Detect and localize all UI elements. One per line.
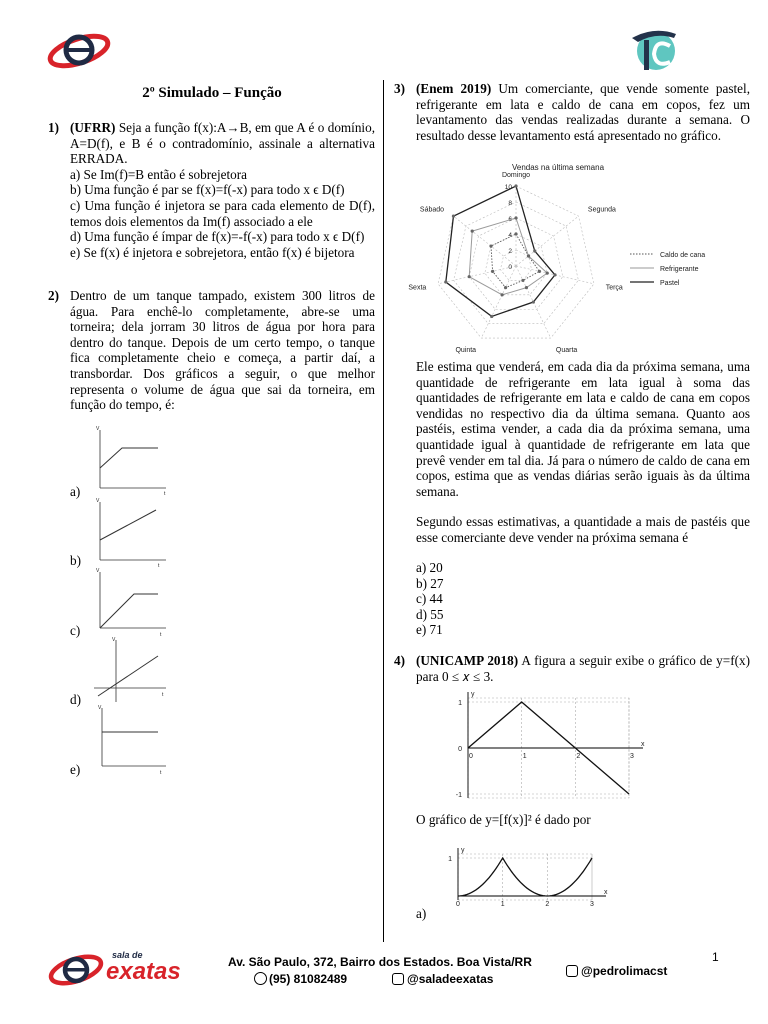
footer-brand-small: sala de bbox=[112, 950, 143, 960]
q2-graph-b bbox=[90, 496, 170, 568]
data-point bbox=[532, 300, 535, 303]
question-3-explanation: Ele estima que venderá, em cada dia da próxima semana, uma quantidade de refrigerante em lata igual à soma das quantidades de refrigerante em lata e caldo de cana em copos vendidas no respectivo dia da última semana. Quanto aos pastéis, estima vender, a cada dia da próxima semana, uma quantidade igual à quantidade de refrigerante em lata que prevê vender em tal dia. Já para o número de caldo de cana em copos, estima que as vendas diárias serão iguais às da última semana. bbox=[416, 359, 750, 499]
q3-option-d: d) 55 bbox=[416, 606, 444, 622]
radar-chart bbox=[398, 158, 718, 358]
graph-line bbox=[98, 656, 158, 696]
x-tick-label: 3 bbox=[630, 753, 634, 760]
q1-option-e: e) Se f(x) é injetora e sobrejetora, então f(x) é bijetora bbox=[70, 244, 355, 260]
q2-graph-d bbox=[90, 636, 170, 706]
tick-label: 2 bbox=[508, 248, 512, 255]
question-3-source: (Enem 2019) bbox=[416, 81, 492, 96]
q2-graph-e bbox=[90, 704, 170, 776]
category-label: Quinta bbox=[455, 346, 477, 354]
q3-option-e: e) 71 bbox=[416, 622, 443, 638]
category-label: Sexta bbox=[408, 284, 427, 292]
graph-line bbox=[100, 448, 158, 468]
footer-instagram-2 bbox=[566, 964, 667, 978]
q1-option-a: a) Se Im(f)=B então é sobrejetora bbox=[70, 166, 247, 182]
series-pastel bbox=[446, 186, 555, 316]
x-tick-label: 3 bbox=[590, 901, 594, 908]
data-point bbox=[546, 272, 549, 275]
question-1-number: 1) bbox=[48, 120, 59, 135]
t-axis-label: t bbox=[158, 563, 160, 568]
y-tick-label: -1 bbox=[455, 792, 462, 799]
data-point bbox=[514, 216, 517, 219]
question-3-question: Segundo essas estimativas, a quantidade a mais de pastéis que esse comerciante deve vender na próxima semana é bbox=[416, 514, 750, 545]
data-point bbox=[490, 315, 493, 318]
question-4-text: A figura a seguir exibe o gráfico de y=f(x) para 0 ≤ 𝑥 ≤ 3. bbox=[416, 653, 750, 684]
grid-ring bbox=[469, 218, 563, 309]
graph-line bbox=[100, 594, 158, 628]
data-point bbox=[525, 286, 528, 289]
v-axis-label: V bbox=[96, 498, 100, 504]
q1-option-b: b) Uma função é par se f(x)=f(-x) para todo x ϵ D(f) bbox=[70, 182, 345, 198]
x-axis-label: x bbox=[641, 741, 645, 748]
grid-spoke bbox=[516, 216, 579, 266]
q3-option-c: c) 44 bbox=[416, 591, 443, 607]
x-tick-label: 0 bbox=[456, 901, 460, 908]
t-axis-label: t bbox=[160, 770, 162, 776]
v-axis-label: V bbox=[96, 568, 100, 574]
y-tick-label: 1 bbox=[448, 856, 452, 863]
q2-option-a-label: a) bbox=[70, 484, 81, 499]
data-point bbox=[514, 232, 517, 235]
y-tick-label: 1 bbox=[458, 700, 462, 707]
data-point bbox=[471, 229, 474, 232]
question-4-number: 4) bbox=[394, 653, 405, 668]
data-point bbox=[553, 273, 556, 276]
q1-option-d: d) Uma função é ímpar de f(x)=-f(-x) para todo x ϵ D(f) bbox=[70, 229, 365, 245]
fx-squared-graph bbox=[444, 838, 614, 910]
data-point bbox=[527, 254, 530, 257]
category-label: Quarta bbox=[555, 346, 578, 354]
series-refrigerante bbox=[469, 218, 547, 295]
page-title: 2º Simulado – Função bbox=[142, 85, 282, 101]
question-3-options bbox=[416, 560, 443, 638]
footer-brand-big: exatas bbox=[106, 958, 181, 985]
q1-option-c: c) Uma função é injetora se para cada elemento de D(f), temos dois elementos da Im(f) associado a ele bbox=[70, 197, 375, 229]
q3-option-b: b) 27 bbox=[416, 575, 444, 591]
x-tick-label: 1 bbox=[500, 901, 505, 908]
data-point bbox=[468, 275, 471, 278]
category-label: Terça bbox=[605, 284, 623, 292]
category-label: Sábado bbox=[419, 206, 445, 214]
data-point bbox=[538, 270, 541, 273]
v-axis-label: V bbox=[98, 705, 102, 711]
tick-label: 0 bbox=[508, 264, 512, 271]
data-point bbox=[514, 184, 517, 187]
question-3-number: 3) bbox=[394, 81, 405, 96]
tick-label: 8 bbox=[508, 200, 512, 207]
q2-graph-a bbox=[90, 424, 170, 496]
t-axis-label: t bbox=[164, 491, 166, 496]
data-point bbox=[501, 293, 504, 296]
partner-logo bbox=[626, 24, 682, 74]
q3-option-a: a) 20 bbox=[416, 560, 443, 575]
footer-logo bbox=[46, 948, 186, 992]
v-axis-label: V bbox=[96, 426, 100, 432]
question-3-stem bbox=[416, 81, 750, 143]
phone-number: (95) 81082489 bbox=[269, 972, 348, 986]
t-axis-label: t bbox=[162, 692, 164, 698]
instagram-handle: @pedrolimacst bbox=[581, 964, 668, 978]
instagram-icon bbox=[566, 965, 578, 977]
fx-graph bbox=[448, 684, 658, 804]
q4-option-a-label: a) bbox=[416, 906, 427, 921]
legend-label: Refrigerante bbox=[660, 266, 699, 273]
instagram-icon bbox=[392, 973, 404, 985]
y-tick-label: 0 bbox=[458, 746, 462, 753]
question-3-text: Um comerciante, que vende somente pastel, refrigerante em lata e caldo de cana em copos, fez um levantamento das vendas realizadas durante a semana. O resultado desse levantamento está apresentado no gráfico. bbox=[416, 81, 750, 143]
question-2-stem: Dentro de um tanque tampado, existem 300 litros de água. Para enchê-lo completamente, abre-se uma torneira; dela jorram 30 litros de água por hora para dentro do tanque. Depois de um certo tempo, o tanque fica completamente cheio e começa, a partir daí, a transbordar. Dos gráficos a seguir, o que melhor representa o volume de água que sai da torneira, em função do tempo, é: bbox=[70, 288, 375, 413]
x-axis-label: x bbox=[604, 889, 608, 896]
v-axis-label: V bbox=[112, 637, 116, 643]
q2-option-e-label: e) bbox=[70, 762, 81, 777]
data-point bbox=[521, 279, 524, 282]
question-4-stem bbox=[416, 653, 750, 684]
grid-spoke bbox=[481, 266, 516, 338]
y-axis-label: y bbox=[471, 691, 475, 698]
t-axis-label: t bbox=[160, 632, 162, 638]
q2-graph-c bbox=[90, 566, 170, 638]
footer-address: Av. São Paulo, 372, Bairro dos Estados. Boa Vista/RR bbox=[228, 955, 532, 969]
q2-option-c-label: c) bbox=[70, 623, 81, 638]
question-2-number: 2) bbox=[48, 288, 59, 303]
tick-label: 10 bbox=[504, 184, 512, 191]
data-point bbox=[489, 244, 492, 247]
sala-de-exatas-logo bbox=[44, 28, 114, 74]
question-1-stem: Seja a função f(x):A→B, em que A é o domínio, A=D(f), e B é o contradomínio, assinale a alternativa ERRADA. bbox=[70, 120, 375, 167]
footer-phone bbox=[254, 972, 347, 986]
y-axis-label: y bbox=[461, 847, 465, 854]
chart-title: Vendas na última semana bbox=[511, 163, 605, 172]
x-tick-label: 0 bbox=[469, 753, 473, 760]
data-point bbox=[452, 215, 455, 218]
x-tick-label: 2 bbox=[545, 901, 550, 908]
legend-label: Pastel bbox=[660, 280, 680, 287]
q2-option-d-label: d) bbox=[70, 692, 81, 707]
question-4-source: (UNICAMP 2018) bbox=[416, 653, 519, 668]
graph-line bbox=[100, 510, 156, 540]
x-tick-label: 1 bbox=[522, 753, 527, 760]
question-1-source: (UFRR) bbox=[70, 120, 116, 135]
q2-option-b-label: b) bbox=[70, 553, 81, 568]
question-1 bbox=[70, 120, 375, 260]
whatsapp-icon bbox=[254, 972, 267, 985]
data-point bbox=[504, 286, 507, 289]
tick-label: 6 bbox=[508, 216, 512, 223]
plot-frame bbox=[458, 854, 592, 900]
x-tick-label: 2 bbox=[576, 753, 581, 760]
page-number: 1 bbox=[712, 950, 719, 964]
instagram-handle: @saladeexatas bbox=[407, 972, 494, 986]
legend-label: Caldo de cana bbox=[660, 252, 706, 259]
tick-label: 4 bbox=[508, 232, 512, 239]
question-4-subquestion: O gráfico de y=[f(x)]² é dado por bbox=[416, 812, 591, 827]
category-label: Domingo bbox=[501, 172, 531, 179]
category-label: Segunda bbox=[587, 206, 616, 214]
data-point bbox=[533, 249, 536, 252]
footer-instagram-1 bbox=[392, 972, 493, 986]
column-divider bbox=[383, 80, 384, 942]
function-curve bbox=[458, 858, 592, 896]
data-point bbox=[491, 270, 494, 273]
data-point bbox=[444, 280, 447, 283]
